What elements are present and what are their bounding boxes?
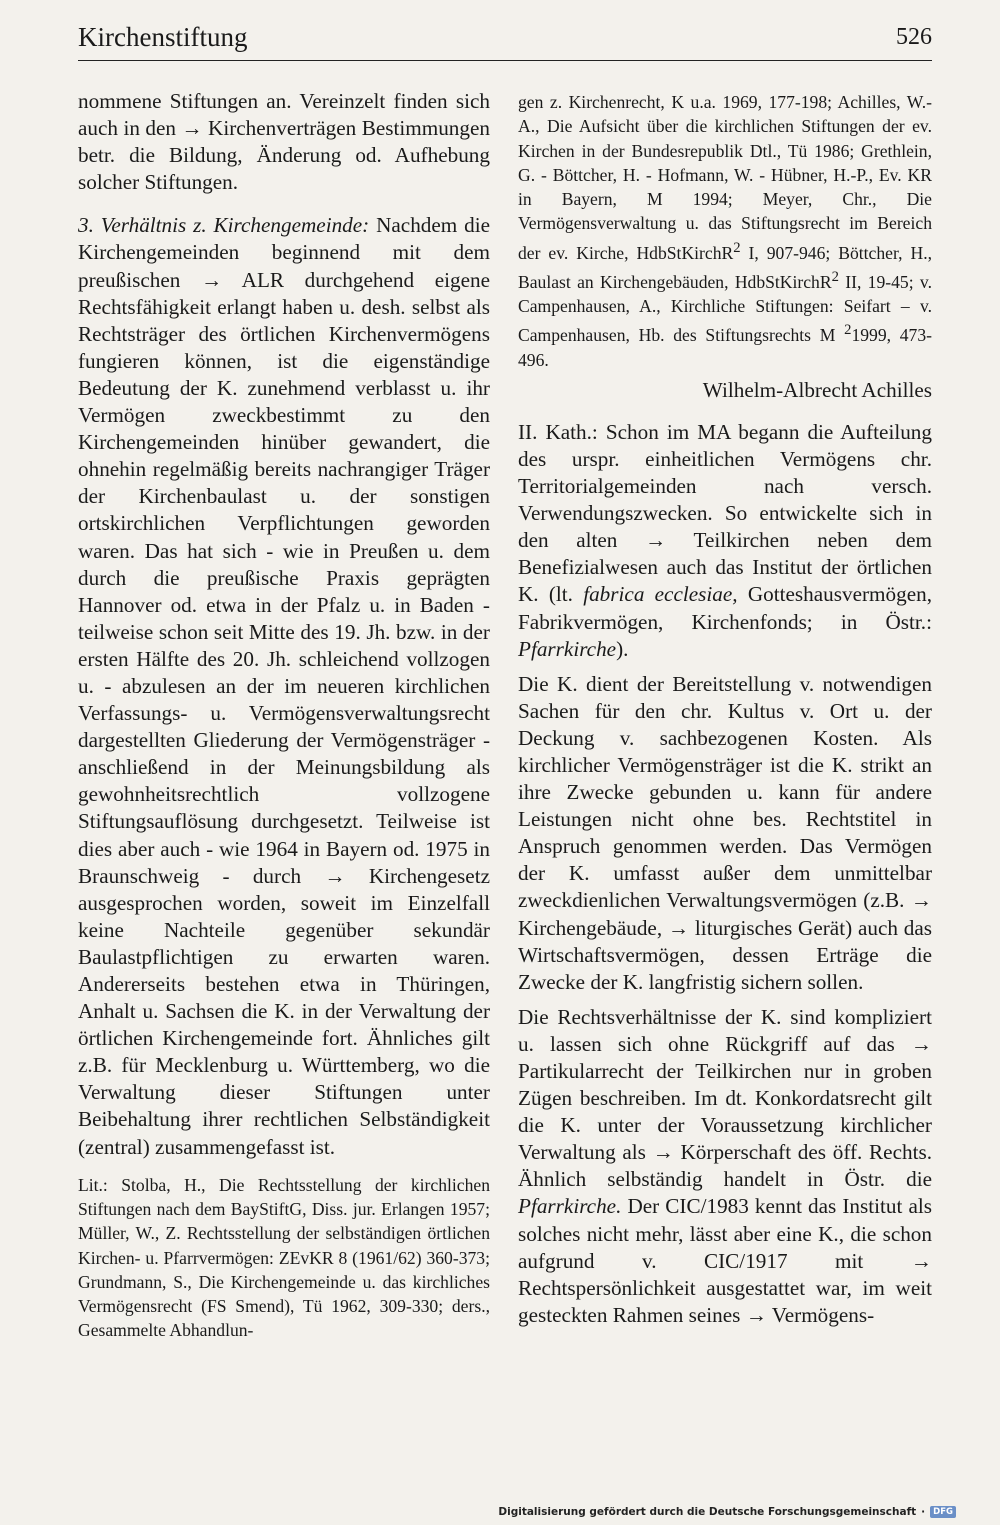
- kath-text-3: ).: [616, 636, 629, 661]
- kath-purpose-paragraph: Die K. dient der Bereitstellung v. notwendigen Sachen für den chr. Kultus v. Ort u. der Deckung v. sachbezogenen Kosten. Als kirchlicher Vermögensträger ist die K. strikt an ihre Zwecke gebunden u. kann für andere Leistungen nicht ohne bes. Rechtstitel in Anspruch genommen werden. Das Vermögen der K. umfasst außer dem unmittelbar zweckdienlichen Verwaltungsvermögen (z.B. → Kirchengebäude, → liturgisches Gerät) auch das Wirtschaftsvermögen, dessen Erträge die Zwecke der K. langfristig sichern sollen.: [518, 671, 932, 994]
- page-number: 526: [896, 24, 932, 50]
- page-header: [78, 18, 932, 61]
- right-column: [518, 90, 932, 1329]
- kath-italic-term: Pfarrkirche.: [518, 1194, 622, 1219]
- lit-text-4: 1999, 473-496.: [518, 325, 933, 370]
- lit-text-3: II, 19-45; v. Campenhausen, A., Kirchliche Stiftungen: Seifart – v. Campenhausen, Hb. des Stiftungsrechts M: [518, 271, 932, 346]
- kath-italic-term: fabrica ecclesiae,: [583, 582, 738, 607]
- kath-legal-text-2: Der CIC/1983 kennt das Institut als solches nicht mehr, lässt aber eine K., die schon aufgrund v. CIC/1917 mit → Rechtspersönlichkeit ausgestattet war, im weit gesteckten Rahmen seines → Vermögens-: [518, 1194, 932, 1327]
- left-column: [78, 88, 490, 1343]
- lit-text-1: gen z. Kirchenrecht, K u.a. 1969, 177-198; Achilles, W.-A., Die Aufsicht über die kirchlichen Stiftungen der ev. Kirchen in der Bundesrepublik Dtl., Tü 1986; Grethlein, G. - Böttcher, H. - Hofmann, W. - Hübner, H.-P., Ev. KR in Bayern, M 1994; Meyer, Chr., Die Vermögensverwaltung u. das Stiftungsrecht im Bereich der ev. Kirche, HdbStKirchR: [518, 92, 932, 263]
- literature-list-continued: [518, 90, 932, 372]
- kath-legal-text-1: Die Rechtsverhältnisse der K. sind kompliziert u. lassen sich ohne Rückgriff auf das → Partikularrecht der Teilkirchen nur in groben Zügen beschreiben. Im dt. Konkordatsrecht gilt die K. unter der Voraussetzung kirchlicher Verwaltung als → Körperschaft des öff. Rechts. Ähnlich selbständig handelt in Östr. die: [518, 1004, 932, 1192]
- section-3-text: Nachdem die Kirchengemeinden beginnend mit dem preußischen → ALR durchgehend eigene Rechtsfähigkeit erlangt haben u. desh. selbst als Rechtsträger des örtlichen Kirchenvermögens fungieren können, ist die eigenständige Bedeutung der K. zunehmend verblasst u. ihr Vermögen zweckbestimmt zu den Kirchengemeinden hinüber gewandert, die ohnehin regelmäßig bereits nachrangiger Träger der Kirchenbaulast u. der sonstigen ortskirchlichen Verpflichtungen geworden waren. Das hat sich - wie in Preußen u. dem durch die preußische Praxis geprägten Hannover od. etwa in der Pfalz u. in Baden - teilweise schon seit Mitte des 19. Jh. bzw. in der ersten Hälfte des 20. Jh. schleichend vollzogen u. - abzulesen an der im neueren kirchlichen Verfassungs- u. Vermögensverwaltungsrecht dargestellten Gliederung der Vermögensträger - anschließend in der Meinungsbildung als gewohnheitsrechtlich vollzogene Stiftungsauflösung durchgesetzt. Teilweise ist dies aber auch - wie 1964 in Bayern od. 1975 in Braunschweig - durch → Kirchengesetz ausgesprochen worden, soweit im Einzelfall keine Nachteile gegenüber sekundär Baulastpflichtigen zu erwarten waren. Andererseits bestehen etwa in Thüringen, Anhalt u. Sachsen die K. in der Verwaltung der örtlichen Kirchengemeinde fort. Ähnliches gilt z.B. für Mecklenburg u. Württemberg, wo die Verwaltung dieser Stiftungen unter Beibehaltung ihrer rechtlichen Selbständigkeit (zentral) zusammengefasst ist.: [78, 213, 490, 1159]
- superscript: 2: [831, 268, 839, 285]
- digitization-footer: Digitalisierung gefördert durch die Deutsche Forschungsgemeinschaft · DFG: [498, 1506, 956, 1518]
- kath-intro-paragraph: [518, 419, 932, 663]
- kath-legal-paragraph: [518, 1004, 932, 1329]
- section-3-heading: 3. Verhältnis z. Kirchengemeinde:: [78, 213, 370, 238]
- lit-text-2: I, 907-946; Böttcher, H., Baulast an Kirchengebäuden, HdbStKirchR: [518, 242, 932, 292]
- dfg-logo: DFG: [930, 1506, 956, 1518]
- footer-text: Digitalisierung gefördert durch die Deutsche Forschungsgemeinschaft: [498, 1506, 917, 1518]
- kath-text-1: II. Kath.: Schon im MA begann die Aufteilung des urspr. einheitlichen Vermögens chr. Territorialgemeinden nach versch. Verwendungszwecken. So entwickelte sich in den alten → Teilkirchen neben dem Benefizialwesen auch das Institut der örtlichen K. (lt.: [518, 419, 932, 607]
- paragraph-continuation: nommene Stiftungen an. Vereinzelt finden sich auch in den → Kirchenverträgen Bestimmungen betr. die Bildung, Änderung od. Aufhebung solcher Stiftungen.: [78, 89, 490, 195]
- kath-italic-term: Pfarrkirche: [518, 636, 617, 661]
- superscript: 2: [844, 322, 852, 339]
- superscript: 2: [733, 239, 741, 256]
- kath-text-2: Gotteshausvermögen, Fabrikvermögen, Kirchenfonds; in Östr.:: [518, 582, 932, 634]
- running-title: Kirchenstiftung: [78, 22, 248, 52]
- section-3-paragraph: [78, 212, 490, 1160]
- author-signature: Wilhelm-Albrecht Achilles: [702, 377, 932, 402]
- literature-list: Lit.: Stolba, H., Die Rechtsstellung der kirchlichen Stiftungen nach dem BayStiftG, Diss. jur. Erlangen 1957; Müller, W., Z. Rechtsstellung der selbständigen örtlichen Kirchen- u. Pfarrvermögen: ZEvKR 8 (1961/62) 360-373; Grundmann, S., Die Kirchengemeinde u. das kirchliches Vermögensrecht (FS Smend), Tü 1962, 309-330; ders., Gesammelte Abhandlun-: [78, 1174, 490, 1341]
